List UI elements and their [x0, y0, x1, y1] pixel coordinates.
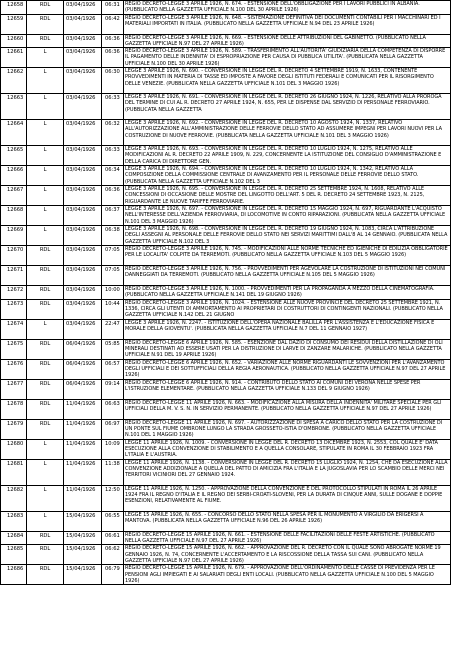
- record-type: RDL: [27, 399, 64, 419]
- record-code: 22:47: [102, 319, 124, 339]
- record-type: L: [27, 511, 64, 531]
- record-date: 03/04/1926: [64, 299, 102, 319]
- record-code: 06:33: [102, 146, 124, 166]
- record-code: 06:61: [102, 531, 124, 545]
- record-code: 07:05: [102, 266, 124, 286]
- record-description: REGIO DECRETO-LEGGE 3 APRILE 1926, N. 669. - ESTENSIONE DELLE ATTRIBUZIONI DEL GABINETTO. (PUBBLICATO NELLA GAZZETTA UFFICIALE N.97 DEL 27 APRILE 1926): [124, 34, 451, 48]
- record-date: 03/04/1926: [64, 319, 102, 339]
- record-date: 06/04/1926: [64, 359, 102, 379]
- record-date: 11/04/1926: [64, 439, 102, 459]
- record-date: 03/04/1926: [64, 206, 102, 226]
- table-row: [1, 246, 451, 266]
- table-row: [1, 48, 451, 68]
- record-type: RDL: [27, 266, 64, 286]
- record-type: RDL: [27, 286, 64, 300]
- record-code: 09:14: [102, 379, 124, 399]
- record-description: REGIO DECRETO-LEGGE 3 APRILE 1926, N. 589. - TRASFERIMENTO ALL'AUTORITA' GIUDIZIARIA DELLA COMPETENZA DI DISPORRE IL PAGAMENTO DELLE INDENNITA' DI ESPROPRIAZIONE PER CAUSA DI PUBBLICA UTILITA'. (PUBBLICATA NELLA GAZZETTA UFFICIALE N.100 DEL 30 APRILE 1926): [124, 48, 451, 68]
- record-date: 03/04/1926: [64, 226, 102, 246]
- record-number: 12679: [1, 419, 27, 439]
- record-description: LEGGE 3 APRILE 1926, N. 692. - CONVERSIONE IN LEGGE DEL R. DECRETO 10 AGOSTO 1924, N. 1337, RELATIVO ALL'AUTORIZZAZIONE ALL'AMMINISTRAZIONE DELLE FERROVIE DELLO STATO AD ASSUMERE IMPEGNI PER LAVORI NUOVI PER LA COSTRUZIONE DI NUOVE FERROVIE. (PUBBLICATA NELLA GAZZETTA UFFICIALE N.101 DEL 3 MAGGIO 1926): [124, 120, 451, 146]
- table-row: [1, 68, 451, 94]
- table-row: [1, 565, 451, 585]
- record-code: 06:30: [102, 68, 124, 94]
- record-code: 06:34: [102, 166, 124, 186]
- record-code: 06:55: [102, 511, 124, 531]
- table-row: [1, 94, 451, 120]
- record-date: 03/04/1926: [64, 48, 102, 68]
- record-description: LEGGE 11 APRILE 1926, N. 1009. - CONVERSIONE IN LEGGE DEL R. DECRETO 13 DICEMBRE 1923, N. 2553, COL QUALE E' DATA ESECUZIONE ALLA CONVENZIONE DI STABILIMENTO E A QUELLA CONSOLARE, STIPULATE IN ROMA IL 30 FEBBRAIO 1923 FRA L'ITALIA E L'AUSTRIA.: [124, 439, 451, 459]
- record-date: 15/04/1926: [64, 531, 102, 545]
- record-number: 12670: [1, 246, 27, 266]
- record-description: REGIO DECRETO-LEGGE 3 APRILE 1926, N. 1024. - ESTENSIONE ALLE NUOVE PROVINCIE DEL DECRETO 25 SETTEMBRE 1921, N. 1336, CIRCA GLI UTENTI DI AMMORTAMENTO AI PROPRIETARI DI COSTRUTTORI DI CONTINGENTI NAZIONALI. (PUBBLICATO NELLA GAZZETTA UFFICIALE N.142 DEL 21 GIUGNO: [124, 299, 451, 319]
- record-code: 06:79: [102, 565, 124, 585]
- record-type: RDL: [27, 14, 64, 34]
- table-row: [1, 399, 451, 419]
- record-date: 03/04/1926: [64, 186, 102, 206]
- record-number: 12666: [1, 166, 27, 186]
- record-number: 12677: [1, 379, 27, 399]
- table-row: [1, 266, 451, 286]
- record-description: REGIO DECRETO-LEGGE 3 APRILE 1926, N. 674. - ESTENSIONE DELL'OBBLIGAZIONE PER I LAVORI PUBBLICI IN ALBANIA. (PUBBLICATO NELLA GAZZETTA UFFICIALE N.100 DEL 30 APRILE 1926): [124, 1, 451, 15]
- record-type: L: [27, 226, 64, 246]
- record-code: 06:63: [102, 399, 124, 419]
- table-row: [1, 319, 451, 339]
- record-date: 11/04/1926: [64, 419, 102, 439]
- record-description: LEGGE 3 APRILE 1926, N. 690. - CONVERSIONE IN LEGGE DEL R. DECRETO 4 SETTEMBRE 1919, N. 1633, CONTENENTE PROVVEDIMENTI IN MATERIA DI TASSE ED IMPOSTE A FAVORE DEGLI ISTITUTI FEDERALI E COMUNICATI PER IL RISORGIMENTO DELLE VENEZIE. (PUBBLICATA NELLA GAZZETTA UFFICIALE N.101 DEL 3 MAGGIO 1926): [124, 68, 451, 94]
- record-number: 12686: [1, 565, 27, 585]
- table-row: [1, 359, 451, 379]
- record-number: 12662: [1, 68, 27, 94]
- record-type: RDL: [27, 246, 64, 266]
- record-number: 12661: [1, 48, 27, 68]
- record-number: 12681: [1, 459, 27, 485]
- record-type: L: [27, 94, 64, 120]
- record-type: RDL: [27, 545, 64, 565]
- record-description: REGIO DECRETO-LEGGE 11 APRILE 1926, N. 697. - AUTORIZZAZIONE DI SPESA A CARICO DELLO STATO PER LA COSTRUZIONE DI UN PONTE SUL FIUME OMBRONE LUNGO LA STRADA GROSSETO-ISTIA D'OMBRONE. (PUBBLICATO NELLA GAZZETTA UFFICIALE N.101 DEL 1 MAGGIO 1926): [124, 419, 451, 439]
- record-number: 12665: [1, 146, 27, 166]
- record-date: 03/04/1926: [64, 14, 102, 34]
- record-description: LEGGE 11 APRILE 1926, N. 1138. - CONVERSIONE IN LEGGE DEL R. DECRETO 15 LUGLIO 1924, N. 1254, CHE DA ESECUZIONE ALLA CONVENZIONE ADDIZIONALE A QUELLA DEL PATTO DI AMICIZIA FRA L'ITALIA E LA JUGOSLAVIA PER LO SCAMBIO DELLE MERCI NEI TERRITORI VICINIORI DEL 27 GENNAIO 1924.: [124, 459, 451, 485]
- record-type: RDL: [27, 34, 64, 48]
- record-number: 12684: [1, 531, 27, 545]
- table-row: [1, 379, 451, 399]
- table-row: [1, 485, 451, 511]
- record-number: 12659: [1, 14, 27, 34]
- table-row: [1, 226, 451, 246]
- record-type: L: [27, 166, 64, 186]
- record-date: 03/04/1926: [64, 68, 102, 94]
- record-description: LEGGE 3 APRILE 1926, N. 697. - CONVERSIONE IN LEGGE DEL R. DECRETO 15 MAGGIO 1924, N. 697, RIGUARDANTE L'ACQUISTO NELL'INTERESSE DELL'AZIENDA FERROVIARIA, DI LOCOMOTIVE IN CONTO RIPARAZIONI. (PUBBLICATA NELLA GAZZETTA UFFICIALE N.101 DEL 3 MAGGIO 1926): [124, 206, 451, 226]
- record-code: 10:44: [102, 299, 124, 319]
- record-description: LEGGE 3 APRILE 1926, N. 691. - CONVERSIONE IN LEGGE DEL R. DECRETO 26 GIUGNO 1924, N. 1226, RELATIVO ALLA PROROGA DEL TERMINE DI CUI AL R. DECRETO 27 APRILE 1924, N. 655, PER LE DISPENSE DAL SERVIZIO DI PERSONALE FERROVIARIO. (PUBBLICATA NELLA GAZZETTA: [124, 94, 451, 120]
- record-type: RDL: [27, 565, 64, 585]
- record-code: 06:36: [102, 34, 124, 48]
- record-type: L: [27, 459, 64, 485]
- record-description: REGIO DECRETO-LEGGE 6 APRILE 1926, N. 914. - CONTRIBUTO DELLO STATO AI COMUNI DEI VERONA NELLE SPESE PER L'ISTRUZIONE ELEMENTARE. (PUBBLICATO NELLA GAZZETTA UFFICIALE N.133 DEL 9 GIUGNO 1926): [124, 379, 451, 399]
- record-date: 06/04/1926: [64, 339, 102, 359]
- record-code: 06:31: [102, 1, 124, 15]
- record-type: L: [27, 439, 64, 459]
- record-code: 06:36: [102, 48, 124, 68]
- table-row: [1, 459, 451, 485]
- records-table-body: [1, 1, 451, 585]
- table-row: [1, 14, 451, 34]
- record-code: 12:50: [102, 485, 124, 511]
- record-code: 06:97: [102, 419, 124, 439]
- table-row: [1, 545, 451, 565]
- record-number: 12678: [1, 399, 27, 419]
- record-description: REGIO DECRETO-LEGGE 15 APRILE 1926, N. 661. - ESTENSIONE DELLE FACILITAZIONI DELLE FESTE ARTISTICHE. (PUBBLICATO NELLA GAZZETTA UFFICIALE N.97 DEL 27 APRILE 1926): [124, 531, 451, 545]
- record-date: 03/04/1926: [64, 166, 102, 186]
- record-date: 06/04/1926: [64, 379, 102, 399]
- record-number: 12683: [1, 511, 27, 531]
- record-description: REGIO DECRETO-LEGGE 6 APRILE 1926, N. 585. - ESENZIONE DAL DAZIO DI CONSUMO DEI RESIDUI DELLA DISTILLAZIONE DI OLI MINERALI DESTINATI AD ESSERE USATI PER LA DISTRUZIONE DI LARVE DI ZANZARE MALARICHE. (PUBBLICATO NELLA GAZZETTA UFFICIALE N.91 DEL 19 APRILE 1926): [124, 339, 451, 359]
- table-row: [1, 186, 451, 206]
- record-number: 12680: [1, 439, 27, 459]
- record-description: REGIO DECRETO-LEGGE 3 APRILE 1926, N. 648. - SISTEMAZIONE DEFINITIVA DEI DOCUMENTI CONTABILI PER I MACCHINARI ED I MATERIALI IMPORTATI IN ITALIA. (PUBBLICATO NELLA GAZZETTA UFFICIALE N.94 DEL 23 APRILE 1926): [124, 14, 451, 34]
- record-date: 03/04/1926: [64, 1, 102, 15]
- record-description: REGIO DECRETO-LEGGE 3 APRILE 1926, N. 756. - PROVVEDIMENTI PER AGEVOLARE LA COSTRUZIONE DI ISTITUZIONI NEI COMUNI DANNEGGIATI DA TERREMOTI. (PUBBLICATO NELLA GAZZETTA UFFICIALE N.105 DEL 5 MAGGIO 1926): [124, 266, 451, 286]
- table-row: [1, 339, 451, 359]
- record-type: L: [27, 319, 64, 339]
- record-date: 15/04/1926: [64, 545, 102, 565]
- record-code: 05:85: [102, 339, 124, 359]
- record-code: 11:38: [102, 459, 124, 485]
- record-description: REGIO DECRETO-LEGGE 15 APRILE 1926, N. 662. - APPROVAZIONE DEL R. DECRETO CON IL QUALE SONO ABROGATE NORME 19 GENNAIO 1926, N. 74, CONCERNENTE L'ACCERTAMENTO E LA RISCOSSIONE DELLA TASSA SUI CANI. (PUBBLICATO NELLA GAZZETTA UFFICIALE N.97 DEL 27 APRILE 1926): [124, 545, 451, 565]
- record-number: 12682: [1, 485, 27, 511]
- record-number: 12673: [1, 299, 27, 319]
- record-description: LEGGE 3 APRILE 1926, N. 695. - CONVERSIONE IN LEGGE DEL R. DECRETO 25 SETTEMBRE 1924, N. 1608, RELATIVO ALLE CONCESSIONI DI OCCASIONE DELLE MOSTRE DEL LINGOTTO DELL'ART. 5 DEL R. DECRETO 24 SETTEMBRE 1923, N. 2125, RIGUARDANTE LE NUOVE TARIFFE FERROVIARIE.: [124, 186, 451, 206]
- record-date: 03/04/1926: [64, 120, 102, 146]
- record-description: LEGGE 3 APRILE 1926, N. 698. - CONVERSIONE IN LEGGE DEL R. DECRETO 19 GIUGNO 1924, N. 1083, CIRCA L'ATTRIBUZIONE DEGLI ASSEGNI AL PERSONALE DELLE FERROVIE DELLO STATO NEI SERVIZI MARITTIMI DALL'8 AL 14 GENNAIO. (PUBBLICATA NELLA GAZZETTA UFFICIALE N.102 DEL 3: [124, 226, 451, 246]
- record-number: 12668: [1, 206, 27, 226]
- table-row: [1, 120, 451, 146]
- record-date: 11/04/1926: [64, 459, 102, 485]
- record-date: 03/04/1926: [64, 266, 102, 286]
- record-description: LEGGE 11 APRILE 1926, N. 1250. - APPROVAZIONE DELLA CONVENZIONE E DEL PROTOCOLLO STIPULATI IN ROMA IL 26 APRILE 1924 FRA IL REGNO D'ITALIA E IL REGNO DEI SERBI-CROATI-SLOVENI, PER LA DURATA DI CINQUE ANNI, SULLE DOGANE E DOPPIE ESENZIONI, RELATIVAMENTE AL FIUME.: [124, 485, 451, 511]
- record-type: L: [27, 120, 64, 146]
- table-row: [1, 439, 451, 459]
- record-date: 15/04/1926: [64, 565, 102, 585]
- record-type: RDL: [27, 299, 64, 319]
- record-number: 12674: [1, 319, 27, 339]
- record-type: L: [27, 146, 64, 166]
- record-code: 07:05: [102, 246, 124, 266]
- record-description: LEGGE 15 APRILE 1926, N. 655. - CONCORSO DELLO STATO NELLA SPESA PER IL MONUMENTO A VIRGILIO DA ERIGERSI A MANTOVA. (PUBBLICATA NELLA GAZZETTA UFFICIALE N.96 DEL 26 APRILE 1926): [124, 511, 451, 531]
- record-type: RDL: [27, 419, 64, 439]
- record-type: RDL: [27, 339, 64, 359]
- record-description: REGIO DECRETO-LEGGE 6 APRILE 1926, N. 652. - VARIAZIONE ALLE NORME RIGUARDANTI LE SOVVENZIONI PER L'AVANZAMENTO DEGLI UFFICIALI E DEI SOTTUFFICIALI DELLA REGIA AERONAUTICA. (PUBBLICATO NELLA GAZZETTA UFFICIALE N.97 DEL 27 APRILE 1926): [124, 359, 451, 379]
- record-number: 12671: [1, 266, 27, 286]
- table-row: [1, 511, 451, 531]
- record-number: 12658: [1, 1, 27, 15]
- record-number: 12663: [1, 94, 27, 120]
- record-date: 03/04/1926: [64, 94, 102, 120]
- record-description: REGIO DECRETO-LEGGE 15 APRILE 1926, N. 679. - APPROVAZIONE DELL'ORDINAMENTO DELLE CASSE DI PREVIDENZA PER LE PENSIONI AGLI IMPIEGATI E AI SALARIATI DEGLI ENTI LOCALI. (PUBBLICATO NELLA GAZZETTA UFFICIALE N.100 DEL 5 MAGGIO 1926): [124, 565, 451, 585]
- record-number: 12676: [1, 359, 27, 379]
- record-code: 06:57: [102, 359, 124, 379]
- record-number: 12664: [1, 120, 27, 146]
- record-date: 11/04/1926: [64, 485, 102, 511]
- table-row: [1, 299, 451, 319]
- record-description: REGIO DECRETO-LEGGE 3 APRILE 1926, N. 1000. - PROVVEDIMENTI PER LA PROPAGANDA A MEZZO DELLA CINEMATOGRAFIA. (PUBBLICATO NELLA GAZZETTA UFFICIALE N.141 DEL 19 GIUGNO 1926): [124, 286, 451, 300]
- record-code: 06:33: [102, 94, 124, 120]
- record-number: 12660: [1, 34, 27, 48]
- record-type: L: [27, 485, 64, 511]
- record-date: 15/04/1926: [64, 511, 102, 531]
- record-number: 12685: [1, 545, 27, 565]
- record-code: 10:09: [102, 439, 124, 459]
- record-type: L: [27, 68, 64, 94]
- table-row: [1, 286, 451, 300]
- record-number: 12667: [1, 186, 27, 206]
- record-code: 06:36: [102, 186, 124, 206]
- record-date: 03/04/1926: [64, 146, 102, 166]
- table-row: [1, 206, 451, 226]
- table-row: [1, 531, 451, 545]
- record-code: 06:32: [102, 120, 124, 146]
- table-row: [1, 146, 451, 166]
- record-date: 03/04/1926: [64, 246, 102, 266]
- record-description: LEGGE 3 APRILE 1926, N. 2247. - ISTITUZIONE DELL'OPERA NAZIONALE BALILLA PER L'ASSISTENZA E L'EDUCAZIONE FISICA E MORALE DELLA GIOVENTU'. (PUBBLICATA NELLA GAZZETTA UFFICIALE N.7 DEL 11 GENNAIO 1927): [124, 319, 451, 339]
- record-code: 06:62: [102, 545, 124, 565]
- table-row: [1, 1, 451, 15]
- record-description: LEGGE 3 APRILE 1926, N. 693. - CONVERSIONE IN LEGGE DEL R. DECRETO 10 LUGLIO 1924, N. 1275, RELATIVO ALLE MODIFICAZIONI AL R. DECRETO 22 APRILE 1909, N. 229, CONCERNENTE LA ISTITUZIONE DEL CONSIGLIO D'AMMINISTRAZIONE E DELLA CARICA DI DIRETTORE GEN.: [124, 146, 451, 166]
- record-type: RDL: [27, 359, 64, 379]
- record-number: 12672: [1, 286, 27, 300]
- record-date: 03/04/1926: [64, 34, 102, 48]
- record-code: 06:37: [102, 206, 124, 226]
- record-number: 12675: [1, 339, 27, 359]
- record-code: 06:42: [102, 14, 124, 34]
- record-code: 06:38: [102, 226, 124, 246]
- record-type: RDL: [27, 1, 64, 15]
- record-number: 12669: [1, 226, 27, 246]
- table-row: [1, 419, 451, 439]
- table-row: [1, 34, 451, 48]
- record-type: L: [27, 48, 64, 68]
- record-type: RDL: [27, 379, 64, 399]
- record-type: L: [27, 206, 64, 226]
- record-description: REGIO DECRETO-LEGGE 3 APRILE 1926, N. 745. - MODIFICAZIONI ALLE NORME TECNICHE ED IGIENICHE DI EDILIZIA OBBLIGATORIE PER LE LOCALITA' COLPITE DA TERREMOTI. (PUBBLICATO NELLA GAZZETTA UFFICIALE N.103 DEL 5 MAGGIO 1926): [124, 246, 451, 266]
- record-type: RDL: [27, 531, 64, 545]
- record-type: L: [27, 186, 64, 206]
- table-row: [1, 166, 451, 186]
- record-description: REGIO DECRETO-LEGGE 11 APRILE 1926, N. 663. - MODIFICAZIONE ALLA MISURA DELLA INDENNITA' MILITARE SPECIALE PER GLI UFFICIALI DELLA M. V. S. N. IN SERVIZIO PERMANENTE. (PUBBLICATO NELLA GAZZETTA UFFICIALE N.97 DEL 27 APRILE 1926): [124, 399, 451, 419]
- record-code: 10:00: [102, 286, 124, 300]
- record-date: 11/04/1926: [64, 399, 102, 419]
- record-date: 03/04/1926: [64, 286, 102, 300]
- record-description: LEGGE 3 APRILE 1926, N. 694. - CONVERSIONE IN LEGGE DEL R. DECRETO 10 LUGLIO 1924, N. 1342, RELATIVO ALLA COMPOSIZIONE DELLA COMMISSIONE CENTRALE DI AVANZAMENTO PER IL PERSONALE DELLE FERROVIE DELLO STATO. (PUBBLICATA NELLA GAZZETTA UFFICIALE N.102 DEL 3: [124, 166, 451, 186]
